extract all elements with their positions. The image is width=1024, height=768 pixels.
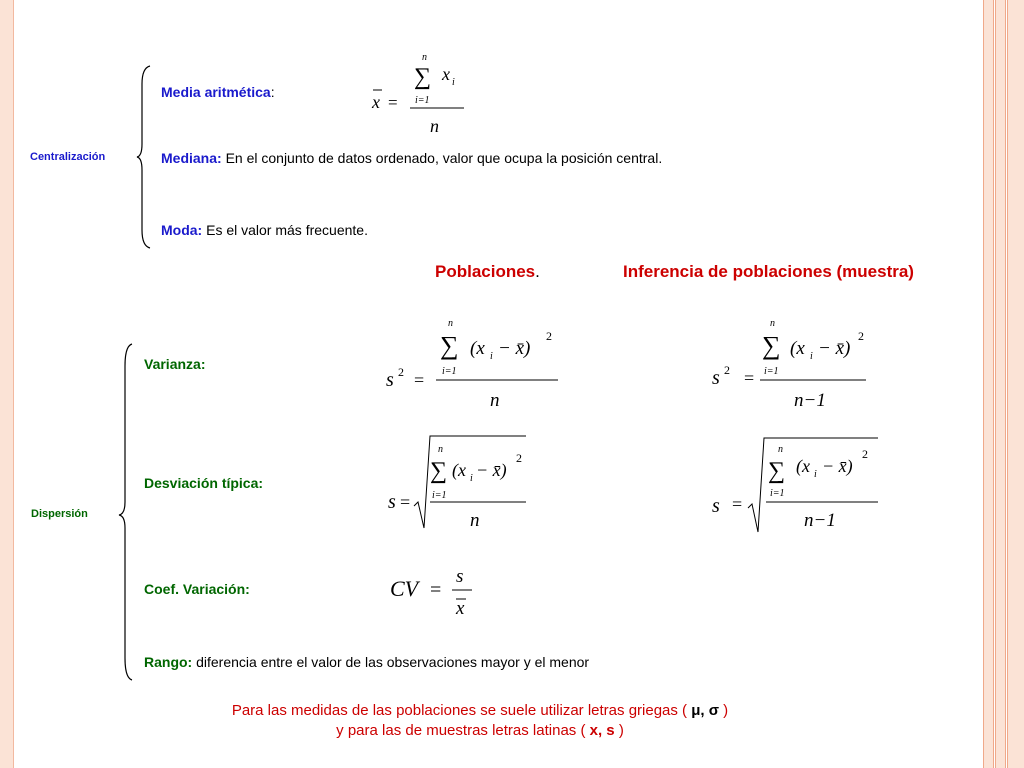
mediana-term: Mediana:	[161, 150, 222, 166]
rango-desc: diferencia entre el valor de las observaciones mayor y el menor	[192, 654, 590, 670]
dispersion-brace	[118, 342, 138, 682]
right-border-stripe-1	[983, 0, 994, 768]
svg-text:2: 2	[862, 447, 868, 461]
svg-text:i: i	[490, 351, 493, 362]
svg-text:∑: ∑	[762, 331, 781, 360]
desviacion-term: Desviación típica:	[144, 475, 264, 491]
svg-text:2: 2	[724, 363, 730, 377]
svg-text:2: 2	[858, 329, 864, 343]
svg-text:i=1: i=1	[770, 488, 785, 499]
svg-text:i=1: i=1	[432, 490, 447, 501]
svg-text:2: 2	[516, 451, 522, 465]
variance-population-formula	[384, 314, 564, 414]
inferencia-header: Inferencia de poblaciones (muestra)	[623, 262, 914, 281]
svg-text:2: 2	[398, 365, 404, 379]
svg-text:n: n	[490, 390, 500, 411]
varianza-row	[144, 356, 205, 372]
svg-text:2: 2	[546, 329, 552, 343]
svg-text:n: n	[430, 116, 439, 136]
svg-text:s: s	[456, 566, 464, 587]
svg-text:CV: CV	[390, 576, 419, 601]
rango-row	[144, 654, 589, 670]
svg-text:− x̄): − x̄)	[822, 456, 853, 476]
svg-text:(x: (x	[452, 460, 466, 480]
svg-text:=: =	[732, 494, 743, 514]
svg-text:n−1: n−1	[804, 510, 836, 531]
svg-text:n: n	[448, 318, 453, 329]
note-line-2: y para las de muestras letras latinas ( x, s )	[336, 722, 624, 739]
svg-text:s: s	[712, 367, 720, 389]
svg-text:n: n	[770, 318, 775, 329]
rango-term: Rango:	[144, 654, 193, 670]
svg-text:i: i	[452, 77, 455, 88]
right-border-stripe-2	[995, 0, 1006, 768]
svg-text:i=1: i=1	[442, 366, 457, 377]
centralizacion-brace	[136, 64, 156, 250]
mean-lhs: x	[372, 92, 380, 112]
desviacion-row	[144, 475, 263, 491]
cv-formula	[388, 562, 488, 622]
svg-text:=: =	[388, 93, 398, 112]
svg-text:s: s	[388, 491, 396, 513]
varianza-term: Varianza:	[144, 356, 206, 372]
centralizacion-label: Centralización	[30, 151, 106, 163]
left-border-stripe	[0, 0, 14, 768]
svg-text:x: x	[456, 598, 465, 619]
coef-variacion-term: Coef. Variación:	[144, 581, 250, 597]
svg-text:n: n	[422, 52, 427, 63]
svg-text:i=1: i=1	[415, 95, 430, 106]
sum-symbol: ∑	[414, 64, 432, 90]
svg-text:n: n	[470, 510, 480, 531]
std-dev-sample-formula	[710, 432, 890, 536]
media-aritmetica-term: Media aritmética	[161, 84, 271, 100]
poblaciones-header: Poblaciones.	[435, 262, 540, 281]
moda-row	[161, 222, 368, 238]
svg-text:i: i	[814, 469, 817, 480]
right-border-stripe-3	[1007, 0, 1024, 768]
svg-text:=: =	[430, 579, 442, 601]
svg-text:(x: (x	[790, 338, 805, 359]
svg-text:n−1: n−1	[794, 390, 826, 411]
svg-text:n: n	[438, 444, 443, 455]
svg-text:− x̄): − x̄)	[476, 460, 507, 480]
svg-text:=: =	[744, 368, 755, 388]
svg-text:s: s	[386, 369, 394, 391]
svg-text:− x̄): − x̄)	[818, 338, 851, 359]
moda-term: Moda:	[161, 222, 203, 238]
variance-sample-formula	[708, 314, 888, 414]
svg-text:x: x	[442, 64, 450, 84]
media-aritmetica-row: Media aritmética:	[161, 84, 275, 100]
svg-text:=: =	[400, 492, 411, 512]
svg-text:∑: ∑	[430, 458, 448, 484]
note-line-1: Para las medidas de las poblaciones se suele utilizar letras griegas ( μ, σ )	[231, 702, 729, 719]
svg-text:∑: ∑	[768, 458, 786, 484]
svg-text:− x̄): − x̄)	[498, 338, 531, 359]
coef-variacion-row	[144, 581, 250, 597]
svg-text:i=1: i=1	[764, 366, 779, 377]
svg-text:n: n	[778, 444, 783, 455]
std-dev-population-formula	[386, 432, 546, 536]
dispersion-label: Dispersión	[31, 508, 88, 520]
moda-desc: Es el valor más frecuente.	[202, 222, 368, 238]
mediana-row	[161, 150, 662, 166]
mediana-desc: En el conjunto de datos ordenado, valor que ocupa la posición central.	[221, 150, 663, 166]
svg-text:(x: (x	[470, 338, 485, 359]
mean-formula	[368, 48, 478, 140]
svg-text:i: i	[470, 473, 473, 484]
svg-text:∑: ∑	[440, 331, 459, 360]
svg-text:i: i	[810, 351, 813, 362]
svg-text:s: s	[712, 495, 720, 517]
svg-text:=: =	[414, 370, 425, 390]
svg-text:(x: (x	[796, 456, 810, 476]
